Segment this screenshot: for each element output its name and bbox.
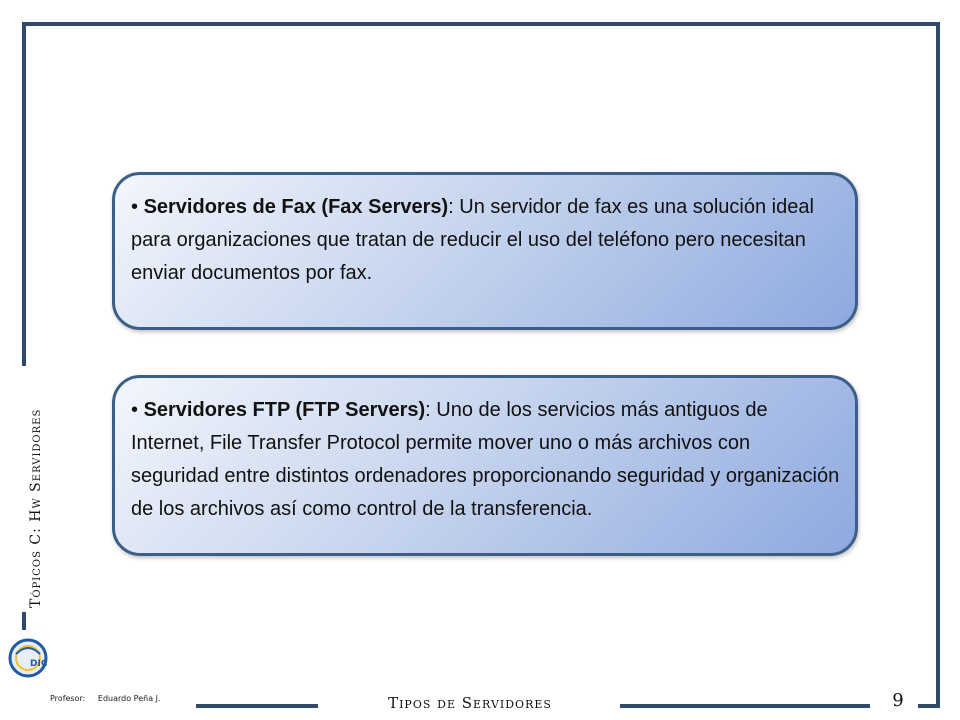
university-logo-icon [6, 636, 50, 682]
fax-servers-box [112, 172, 858, 330]
frame-left-line-lower [22, 612, 26, 630]
page-number: 9 [892, 690, 904, 711]
fax-servers-term: Servidores de Fax (Fax Servers) [143, 196, 449, 218]
frame-bottom-line-corner [918, 704, 940, 708]
teacher-name: Eduardo Peña J. [97, 694, 161, 703]
ftp-servers-description: : Uno de los servicios más antiguos de Internet, File Transfer Protocol permite mover uno o más archivos con seguridad entre distintos ordenadores proporcionando seguridad y organización de los archivos así como control de la transferencia. [131, 399, 840, 520]
ftp-servers-box [112, 375, 858, 556]
frame-left-line-upper [22, 22, 26, 366]
frame-bottom-line-right [620, 704, 870, 708]
svg-text:DIC: DIC [30, 659, 48, 669]
bullet: • [131, 399, 144, 421]
bullet: • [131, 196, 144, 218]
ftp-servers-term: Servidores FTP (FTP Servers) [143, 399, 426, 421]
slide-footer-title: Tipos de Servidores [388, 694, 552, 712]
teacher-label: Profesor: [50, 694, 86, 703]
teacher-credit [50, 694, 171, 703]
fax-servers-description: : Un servidor de fax es una solución ideal para organizaciones que tratan de reducir el uso del teléfono pero necesitan enviar documentos por fax. [131, 196, 814, 284]
frame-right-line [936, 22, 940, 708]
frame-top-line [22, 22, 940, 26]
course-side-label: Tópicos C: Hw Servidores [28, 408, 44, 608]
frame-bottom-line-left [196, 704, 318, 708]
